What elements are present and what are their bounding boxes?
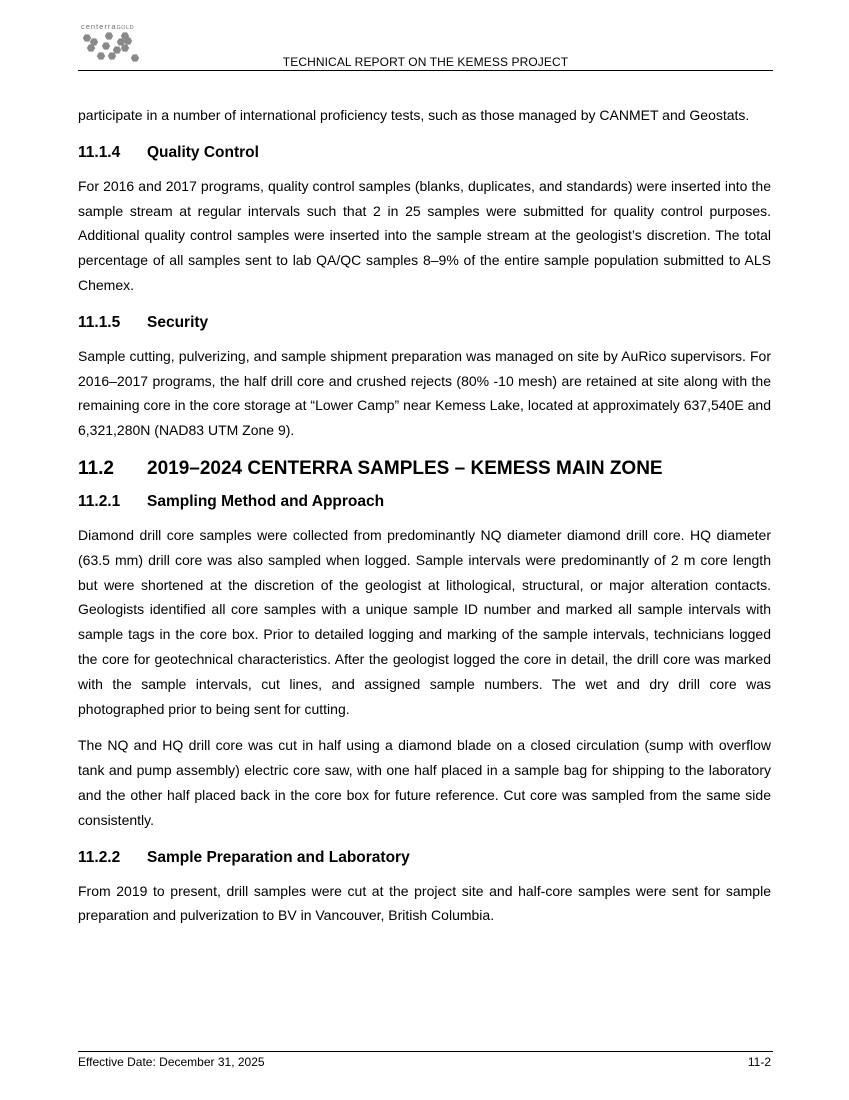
footer-effective-date: Effective Date: December 31, 2025 — [78, 1055, 265, 1069]
section-heading-11-2-2 — [78, 845, 771, 871]
section-number: 11.2.2 — [78, 848, 121, 866]
paragraph-quality-control: For 2016 and 2017 programs, quality control samples (blanks, duplicates, and standards) were inserted into the sample stream at regular intervals such that 2 in 25 samples were submitted for quality control purposes. Additional quality control samples were inserted into the sample stream at the geologist’s discretion. The total percentage of all samples sent to lab QA/QC samples 8–9% of the entire sample population submitted to ALS Chemex. — [78, 177, 771, 293]
logo-hexagon — [83, 34, 91, 41]
paragraph-sampling-method: Diamond drill core samples were collected from predominantly NQ diameter diamond drill core. HQ diameter (63.5 mm) drill core was also sampled when logged. Sample intervals were predominantly of 2 m core length but were shortened at the discretion of the geologist at lithological, structural, or major alteration contacts. Geologists identified all core samples with a unique sample ID number and marked all sample intervals with sample tags in the core box. Prior to detailed logging and marking of the sample intervals, technicians logged the core for geotechnical characteristics. After the geologist logged the core in detail, the drill core was marked with the sample intervals, cut lines, and assigned sample numbers. The wet and dry drill core was photographed prior to being sent for cutting. — [78, 526, 771, 717]
paragraph-core-cutting: The NQ and HQ drill core was cut in half using a diamond blade on a closed circulation (sump with overflow tank and pump assembly) electric core saw, with one half placed in a sample bag for shipping to the laboratory and the other half placed back in the core box for future reference. Cut core was sampled from the same side consistently. — [78, 737, 771, 828]
section-title: Security — [147, 313, 209, 331]
paragraph-proficiency-tests: participate in a number of international proficiency tests, such as those managed by CANMET and Geostats. — [78, 107, 750, 123]
section-heading-11-1-4 — [78, 140, 771, 166]
section-number: 11.2.1 — [78, 492, 121, 510]
footer-divider — [78, 1051, 773, 1052]
section-number: 11.1.4 — [78, 143, 121, 161]
header-divider — [78, 70, 773, 71]
section-number: 11.2 — [78, 457, 114, 479]
section-heading-11-2-1 — [78, 489, 771, 515]
logo-hexagon — [102, 42, 110, 49]
report-title: TECHNICAL REPORT ON THE KEMESS PROJECT — [282, 55, 569, 69]
logo-hexagon — [105, 32, 113, 39]
section-title: Quality Control — [147, 143, 259, 161]
document-body — [78, 103, 771, 940]
logo-wordmark: centerraGOLD — [81, 22, 135, 31]
section-title: Sample Preparation and Laboratory — [147, 848, 410, 866]
section-title: 2019–2024 CENTERRA SAMPLES – KEMESS MAIN ZONE — [147, 457, 663, 479]
paragraph-sample-preparation: From 2019 to present, drill samples were cut at the project site and half-core samples were sent for sample preparation and pulverization to BV in Vancouver, British Columbia. — [78, 882, 771, 924]
section-title: Sampling Method and Approach — [147, 492, 385, 510]
footer-page-number: 11-2 — [747, 1055, 771, 1069]
section-number: 11.1.5 — [78, 313, 121, 331]
paragraph-security: Sample cutting, pulverizing, and sample shipment preparation was managed on site by AuRico supervisors. For 2016–2017 programs, the half drill core and crushed rejects (80% -10 mesh) are retained at site along with the remaining core in the core storage at “Lower Camp” near Kemess Lake, located at approximately 637,540E and 6,321,280N (NAD83 UTM Zone 9). — [78, 347, 771, 439]
section-heading-11-2 — [78, 455, 771, 483]
section-heading-11-1-5 — [78, 310, 771, 336]
